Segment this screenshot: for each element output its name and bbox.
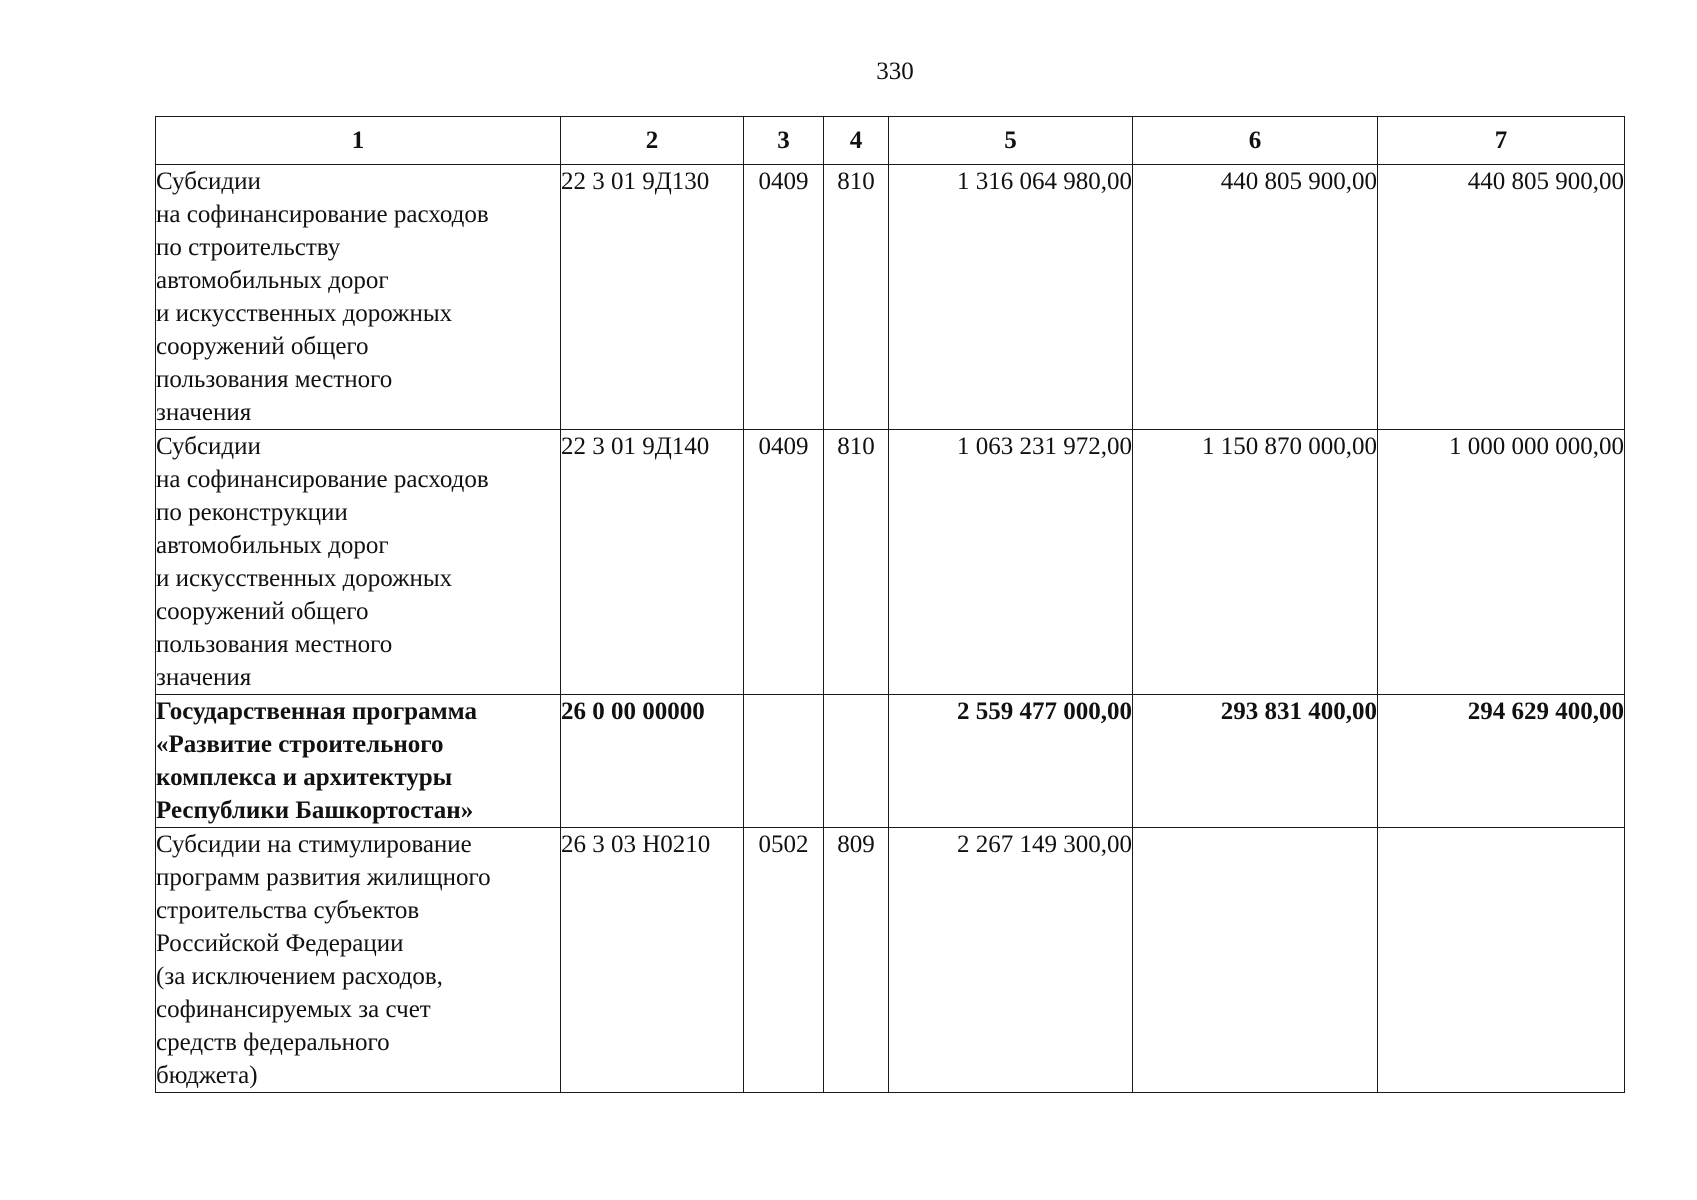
column-header: 3: [744, 117, 824, 165]
row-name-line: программ развития жилищного: [156, 864, 491, 891]
column-header: 4: [824, 117, 889, 165]
row-name-line: автомобильных дорог: [156, 267, 389, 294]
row-name-line: по реконструкции: [156, 499, 348, 526]
row-name-line: Субсидии: [156, 433, 261, 460]
row-name-cell: [156, 430, 561, 695]
column-header: 5: [889, 117, 1133, 165]
row-name-line: бюджета): [156, 1062, 258, 1089]
row-amount-5-cell: 2 559 477 000,00: [889, 695, 1133, 828]
row-name-line: софинансируемых за счет: [156, 996, 431, 1023]
row-name-line: значения: [156, 399, 252, 426]
row-name-cell: [156, 695, 561, 828]
row-code-cell: 26 0 00 00000: [561, 695, 744, 828]
column-header: 2: [561, 117, 744, 165]
row-name-line: на софинансирование расходов: [156, 466, 489, 493]
row-section-cell: 0502: [744, 828, 824, 1093]
row-name-line: строительства субъектов: [156, 897, 420, 924]
row-code-cell: 26 3 03 Н0210: [561, 828, 744, 1093]
row-amount-7-cell: 294 629 400,00: [1378, 695, 1625, 828]
row-name-line: Республики Башкортостан»: [156, 797, 474, 824]
budget-table: [155, 116, 1625, 1093]
row-name-line: по строительству: [156, 234, 341, 261]
row-type-cell: 810: [824, 165, 889, 430]
row-name-line: значения: [156, 664, 252, 691]
row-name-line: «Развитие строительного: [156, 731, 444, 758]
row-name-line: сооружений общего: [156, 333, 369, 360]
row-section-cell: [744, 695, 824, 828]
row-name-line: и искусственных дорожных: [156, 565, 453, 592]
column-header: 1: [156, 117, 561, 165]
row-name-line: Субсидии: [156, 168, 261, 195]
row-name-line: и искусственных дорожных: [156, 300, 453, 327]
row-name-line: пользования местного: [156, 631, 393, 658]
page-number: 330: [876, 58, 914, 85]
row-name-line: Субсидии на стимулирование: [156, 831, 472, 858]
row-amount-6-cell: 293 831 400,00: [1133, 695, 1378, 828]
row-name-line: на софинансирование расходов: [156, 201, 489, 228]
row-name-line: пользования местного: [156, 366, 393, 393]
row-code-cell: 22 3 01 9Д130: [561, 165, 744, 430]
row-name-line: Российской Федерации: [156, 930, 404, 957]
table-row: [156, 165, 1625, 430]
row-name-line: сооружений общего: [156, 598, 369, 625]
row-section-cell: 0409: [744, 430, 824, 695]
table-row: [156, 430, 1625, 695]
table-row-program: [156, 695, 1625, 828]
row-amount-6-cell: [1133, 828, 1378, 1093]
column-header: 7: [1378, 117, 1625, 165]
row-name-line: Государственная программа: [156, 698, 477, 725]
table-row: [156, 828, 1625, 1093]
row-amount-6-cell: 440 805 900,00: [1133, 165, 1378, 430]
table-header-row: [156, 117, 1625, 165]
row-amount-7-cell: [1378, 828, 1625, 1093]
row-section-cell: 0409: [744, 165, 824, 430]
row-name-line: автомобильных дорог: [156, 532, 389, 559]
row-type-cell: 810: [824, 430, 889, 695]
row-name-line: комплекса и архитектуры: [156, 764, 453, 791]
row-amount-5-cell: 2 267 149 300,00: [889, 828, 1133, 1093]
row-name-line: (за исключением расходов,: [156, 963, 443, 990]
row-amount-7-cell: 440 805 900,00: [1378, 165, 1625, 430]
row-type-cell: 809: [824, 828, 889, 1093]
row-amount-5-cell: 1 063 231 972,00: [889, 430, 1133, 695]
row-amount-5-cell: 1 316 064 980,00: [889, 165, 1133, 430]
row-name-cell: [156, 828, 561, 1093]
row-type-cell: [824, 695, 889, 828]
row-name-line: средств федерального: [156, 1029, 390, 1056]
row-code-cell: 22 3 01 9Д140: [561, 430, 744, 695]
row-amount-7-cell: 1 000 000 000,00: [1378, 430, 1625, 695]
column-header: 6: [1133, 117, 1378, 165]
row-name-cell: [156, 165, 561, 430]
row-amount-6-cell: 1 150 870 000,00: [1133, 430, 1378, 695]
